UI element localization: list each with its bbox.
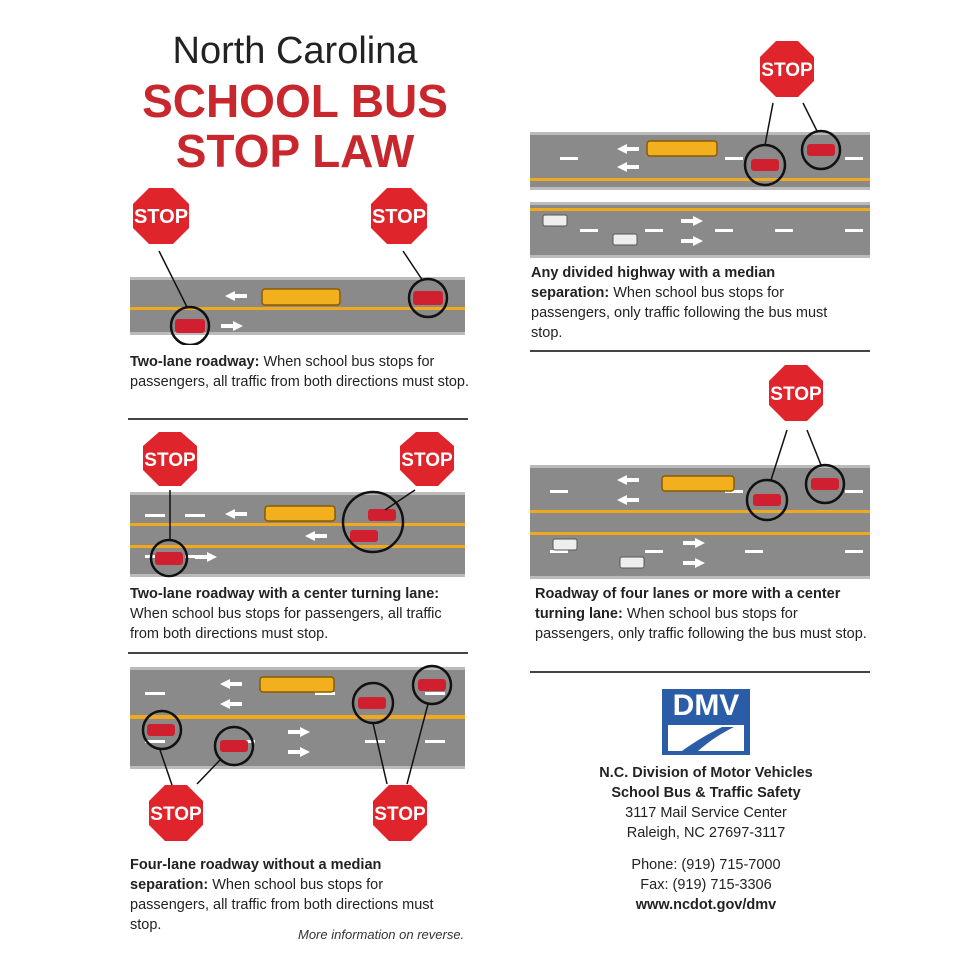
title-main	[120, 76, 470, 176]
road-icon	[662, 723, 750, 755]
caption-divided-highway: Any divided highway with a median separation: When school bus stops for passengers, only traffic following the bus must stop.	[531, 265, 828, 341]
stop-sign-text: STOP	[374, 804, 426, 825]
title-line-school-bus: SCHOOL BUS	[142, 75, 448, 127]
diagram-two-lane-center-turn	[125, 428, 470, 578]
stop-sign-text: STOP	[144, 450, 196, 471]
diagram-two-lane	[125, 185, 470, 345]
footer-note: More information on reverse.	[298, 927, 465, 942]
caption-two-lane-center-turn: Two-lane roadway with a center turning lane: When school bus stops for passengers, all traffic from both directions must stop.	[130, 586, 442, 642]
stop-sign-text: STOP	[401, 450, 453, 471]
caption-four-lane-center-turn: Roadway of four lanes or more with a center turning lane: When school bus stops for passengers, only traffic following the bus must stop.	[535, 586, 867, 642]
dmv-logo-text: DMV	[672, 689, 740, 722]
dmv-website[interactable]: www.ncdot.gov/dmv	[635, 897, 777, 913]
caption-four-lane: Four-lane roadway without a median separation: When school bus stops for passengers, all traffic from both directions must stop.	[130, 857, 434, 933]
dmv-org: N.C. Division of Motor Vehicles	[599, 765, 813, 781]
diagram-four-lane-center-turn	[525, 360, 875, 580]
title-state: North Carolina	[172, 30, 418, 72]
dmv-dept: School Bus & Traffic Safety	[611, 785, 801, 801]
stop-sign-text: STOP	[133, 206, 189, 228]
divider	[128, 652, 468, 654]
divider	[530, 671, 870, 673]
stop-sign-text: STOP	[150, 804, 202, 825]
divider	[128, 418, 468, 420]
caption-two-lane: Two-lane roadway: When school bus stops for passengers, all traffic from both directions must stop.	[130, 354, 470, 390]
stop-sign-text: STOP	[770, 384, 822, 405]
dmv-address-2: Raleigh, NC 27697-3117	[626, 825, 786, 841]
dmv-logo	[662, 689, 750, 755]
diagram-four-lane	[125, 660, 470, 855]
dmv-phone: Phone: (919) 715-7000	[631, 857, 781, 873]
dmv-address-1: 3117 Mail Service Center	[625, 805, 787, 821]
dmv-contact	[556, 763, 856, 915]
title-line-stop-law: STOP LAW	[175, 125, 415, 177]
stop-sign-text: STOP	[371, 206, 427, 228]
diagram-divided-highway	[525, 35, 875, 260]
stop-sign-text: STOP	[761, 60, 813, 81]
dmv-fax: Fax: (919) 715-3306	[640, 877, 772, 893]
divider	[530, 350, 870, 352]
